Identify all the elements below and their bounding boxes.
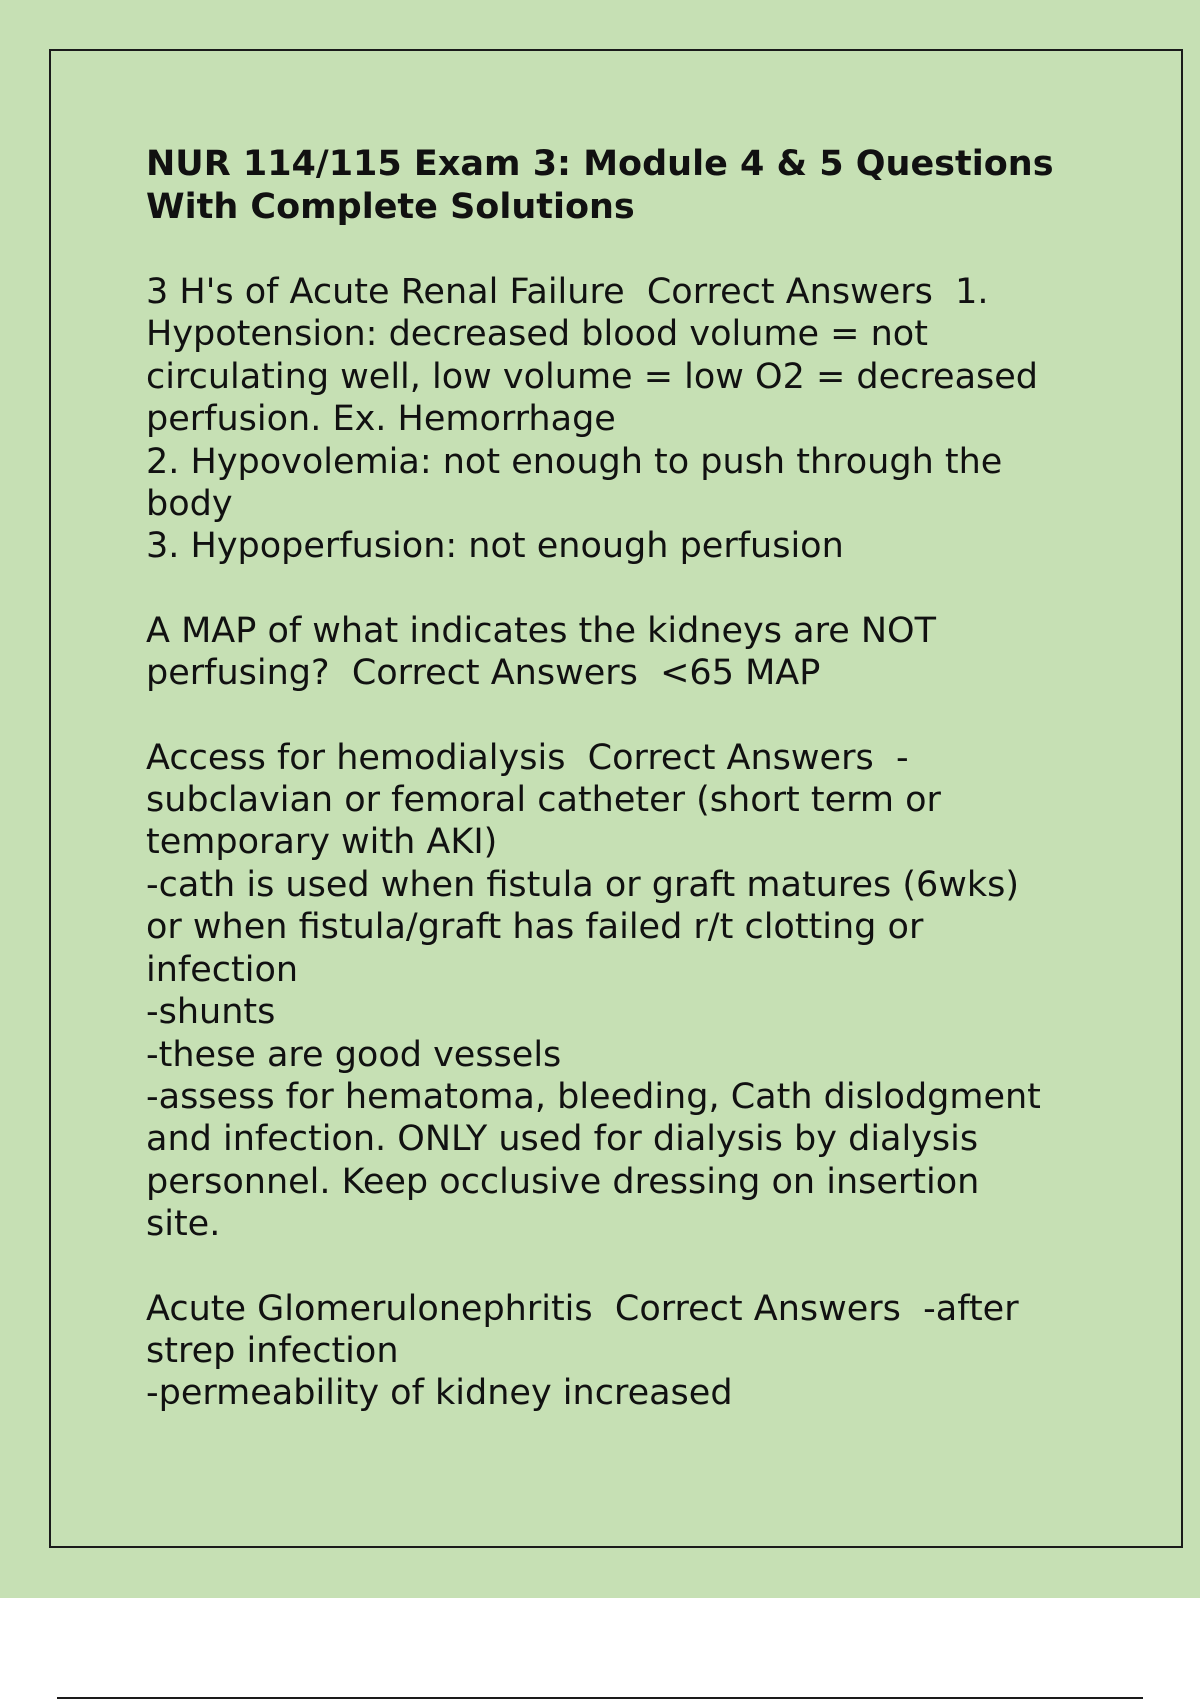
qa-line: -these are good vessels xyxy=(146,1034,562,1075)
qa-line: -permeability of kidney increased xyxy=(146,1373,733,1414)
qa-line: A MAP of what indicates the kidneys are NOT xyxy=(146,610,936,651)
qa-line: 3 H's of Acute Renal Failure Correct Answers 1. xyxy=(146,272,989,312)
qa-line: 3. Hypoperfusion: not enough perfusion xyxy=(146,526,844,567)
qa-line: -shunts xyxy=(146,992,276,1033)
title-line: With Complete Solutions xyxy=(146,187,635,227)
qa-line: Acute Glomerulonephritis Correct Answers -after xyxy=(146,1288,1019,1329)
qa-line: perfusing? Correct Answers <65 MAP xyxy=(146,653,821,694)
qa-line: 2. Hypovolemia: not enough to push through the xyxy=(146,441,1003,482)
qa-line: temporary with AKI) xyxy=(146,822,498,863)
qa-line: infection xyxy=(146,949,299,990)
qa-line: -cath is used when fistula or graft matures (6wks) xyxy=(146,864,1020,905)
qa-line: or when fistula/graft has failed r/t clotting or xyxy=(146,907,924,948)
qa-line: perfusion. Ex. Hemorrhage xyxy=(146,399,616,440)
qa-item-glomerulonephritis xyxy=(146,1288,1106,1415)
document-content xyxy=(146,143,1106,1457)
qa-line: subclavian or femoral catheter (short term or xyxy=(146,780,941,821)
qa-line: and infection. ONLY used for dialysis by dialysis xyxy=(146,1119,979,1160)
qa-line: site. xyxy=(146,1204,221,1245)
document-title xyxy=(146,143,1106,229)
qa-line: strep infection xyxy=(146,1330,399,1371)
qa-line: circulating well, low volume = low O2 = decreased xyxy=(146,356,1039,397)
qa-item-renal-failure xyxy=(146,271,1106,568)
qa-line: Hypotension: decreased blood volume = not xyxy=(146,314,928,355)
qa-line: personnel. Keep occlusive dressing on insertion xyxy=(146,1161,980,1202)
title-line: NUR 114/115 Exam 3: Module 4 & 5 Questions xyxy=(146,144,1054,184)
qa-item-hemodialysis-access xyxy=(146,737,1106,1246)
qa-line: Access for hemodialysis Correct Answers - xyxy=(146,737,909,778)
qa-line: -assess for hematoma, bleeding, Cath dislodgment xyxy=(146,1076,1041,1117)
qa-line: body xyxy=(146,484,233,525)
footer-divider xyxy=(57,1697,1143,1699)
qa-item-map xyxy=(146,610,1106,695)
